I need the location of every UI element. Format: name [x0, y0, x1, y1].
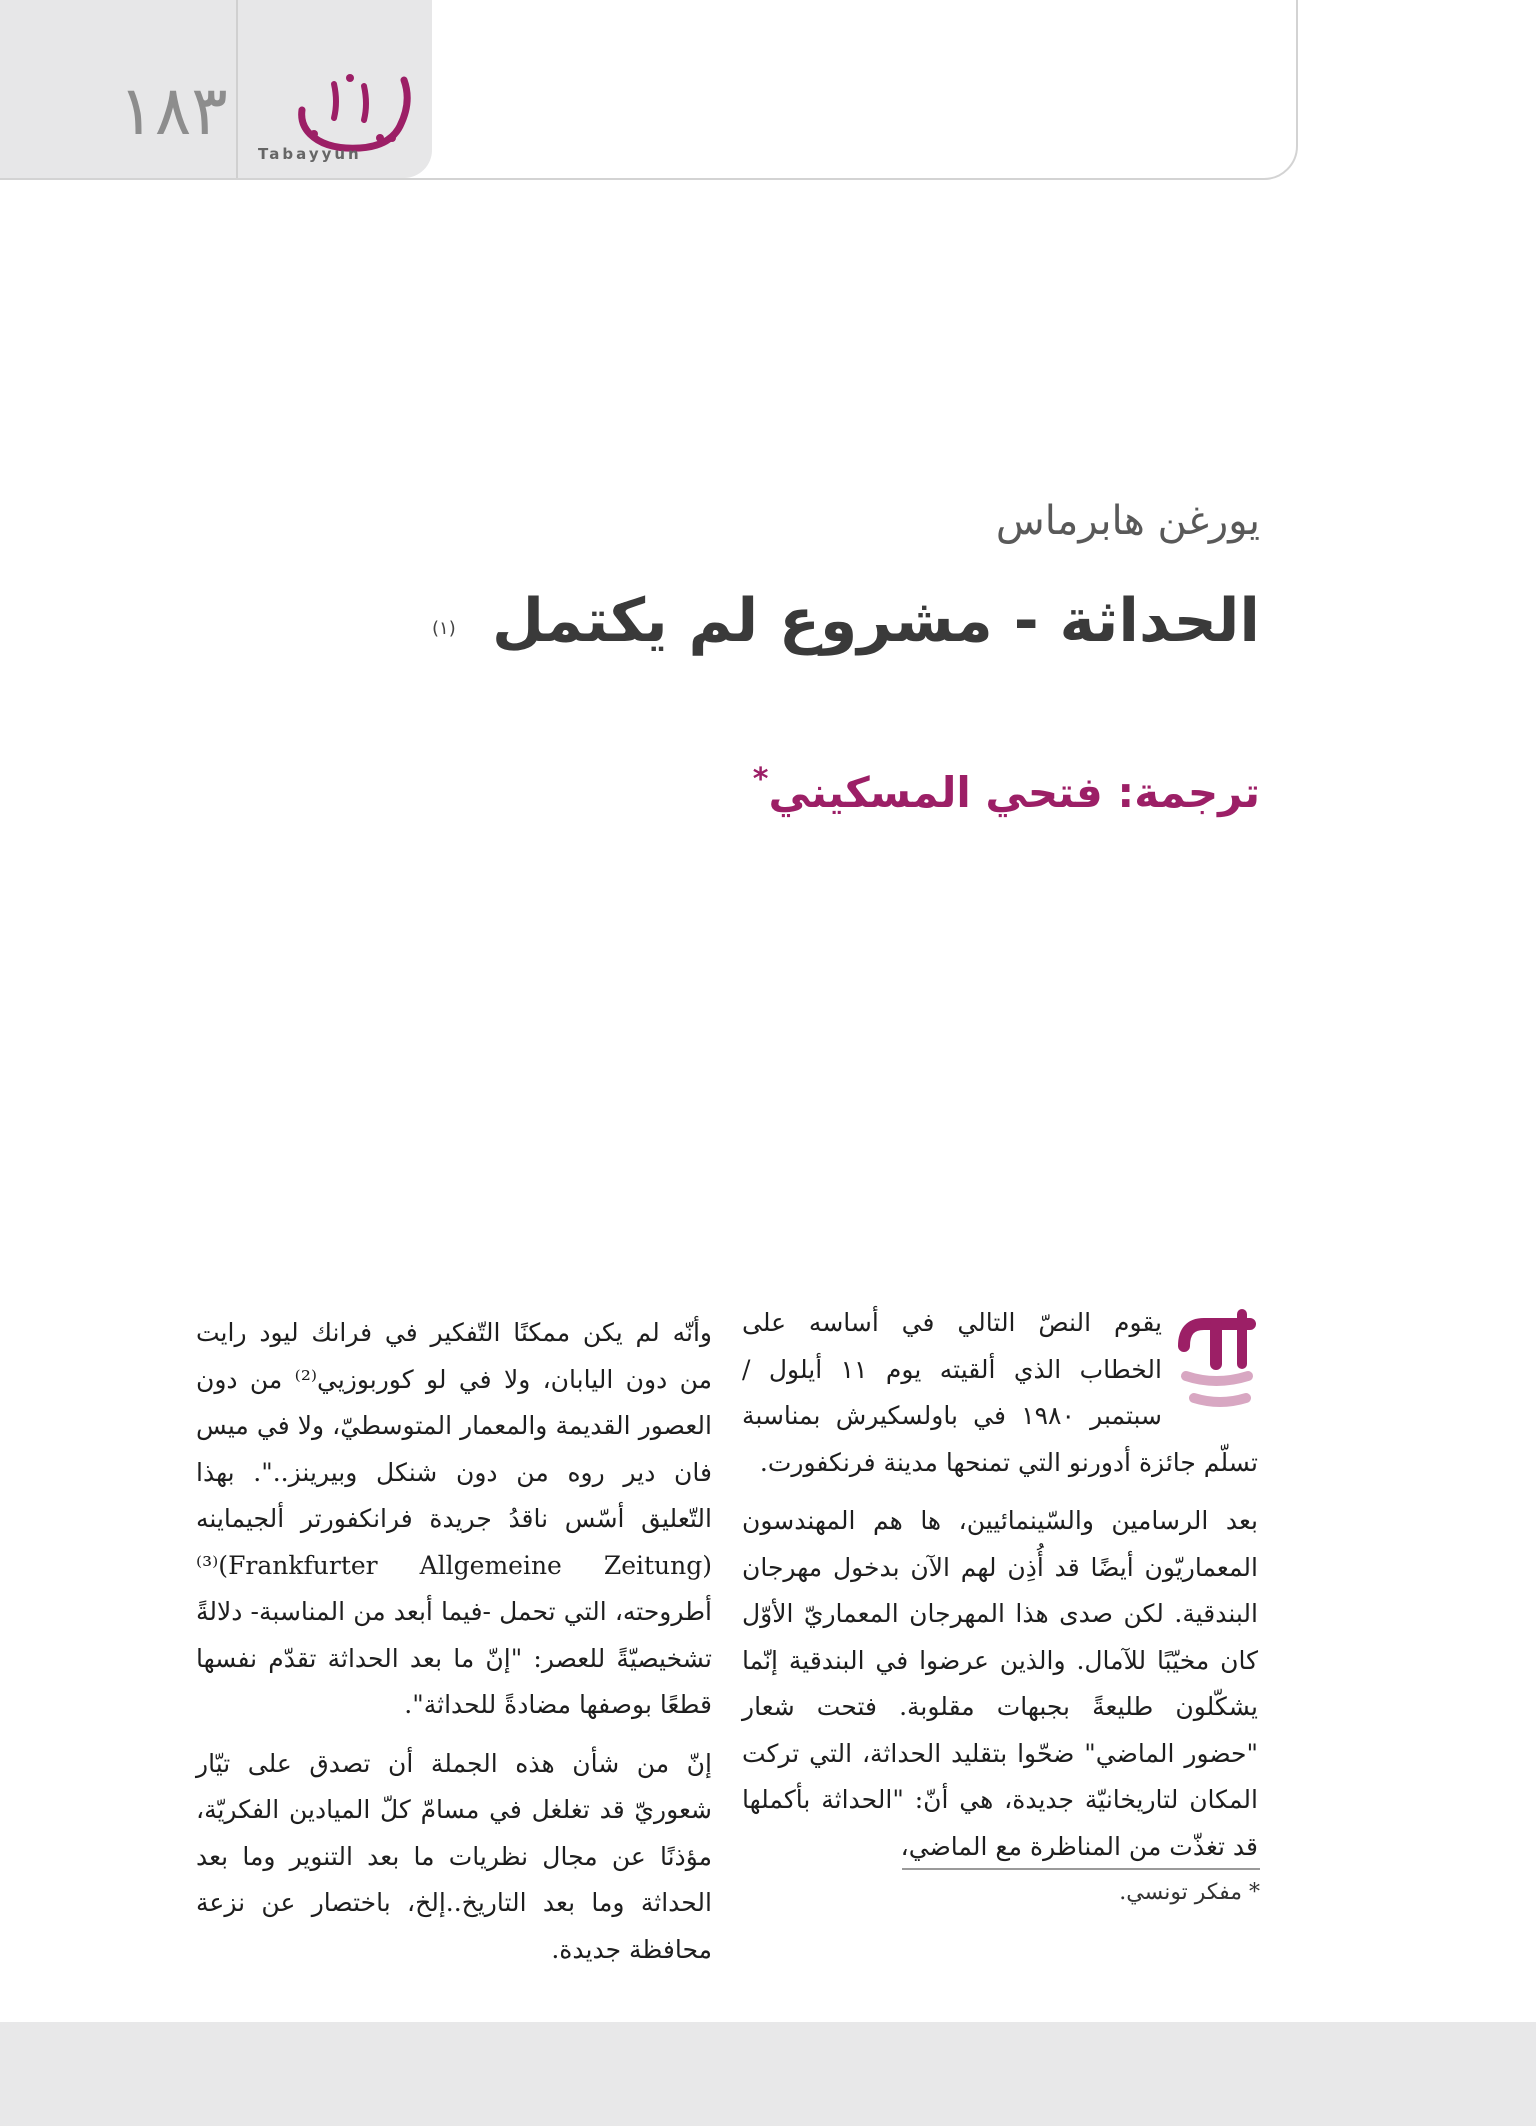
translator-footnote-mark: * — [752, 762, 769, 797]
footnote — [760, 1880, 1260, 1905]
footnote-text: مفكر تونسي. — [1119, 1880, 1242, 1905]
footnote-mark: * — [1249, 1880, 1260, 1905]
translator-label: ترجمة: — [1117, 768, 1260, 817]
paragraph: إنّ من شأن هذه الجملة أن تصدق على تيّار شعوريّ قد تغلغل في مسامّ كلّ الميادين الفكريّة، مؤذنًا عن مجال نظريات ما بعد التنوير وما بعد الحداثة وما بعد التاريخ..إلخ، باختصار عن نزعة محافظة جديدة. — [196, 1748, 712, 1964]
article-title: الحداثة - مشروع لم يكتمل — [491, 586, 1260, 656]
header-divider — [236, 0, 238, 178]
page-number: ١٨٣ — [118, 72, 228, 151]
paragraph: وأنّه لم يكن ممكنًا التّفكير في فرانك ليود رايت من دون اليابان، ولا في لو كوربوزيي⁽²⁾ من دون العصور القديمة والمعمار المتوسطيّ، ولا في ميس فان دير روه من دون شنكل وبيرينز..". بهذا التّعليق أسّس ناقدُ جريدة فرانكفورتر ألجيماينه (Frankfurter Allgemeine Zeitung)⁽³⁾ أطروحته، التي تحمل -فيما أبعد من المناسبة- دلالةً تشخيصيّةً للعصر: "إنّ ما بعد الحداثة تقدّم نفسها قطعًا بوصفها مضادةً للحداثة". — [196, 1318, 712, 1719]
article-author: يورغن هابرماس — [995, 498, 1260, 544]
footnote-rule — [902, 1868, 1260, 1870]
journal-logo-latin: Tabayyun — [258, 145, 362, 163]
body-column-right — [742, 1300, 1258, 1882]
paragraph: يقوم النصّ التالي في أساسه على الخطاب الذي ألقيته يوم ١١ أيلول / سبتمبر ١٩٨٠ في باولسكيرش بمناسبة تسلّم جائزة أدورنو التي تمنحها مدينة فرنكفورت. — [742, 1308, 1258, 1477]
drop-cap-ornament — [1176, 1306, 1258, 1416]
translator-credit — [460, 762, 1260, 817]
page-footer-band — [0, 2022, 1536, 2126]
translator-name: فتحي المسكيني — [768, 768, 1103, 817]
title-footnote-marker: (١) — [432, 618, 456, 639]
body-column-left — [196, 1310, 712, 1985]
paragraph: بعد الرسامين والسّينمائيين، ها هم المهندسون المعماريّون أيضًا قد أُذِن لهم الآن بدخول مهرجان البندقية. لكن صدى هذا المهرجان المعماريّ الأوّل كان مخيّبًا للآمال. والذين عرضوا في البندقية إنّما يشكّلون طليعةً بجبهات مقلوبة. فتحت شعار "حضور الماضي" ضحّوا بتقليد الحداثة، التي تركت المكان لتاريخانيّة جديدة، هي أنّ: "الحداثة بأكملها قد تغذّت من المناظرة مع الماضي، — [742, 1506, 1258, 1861]
